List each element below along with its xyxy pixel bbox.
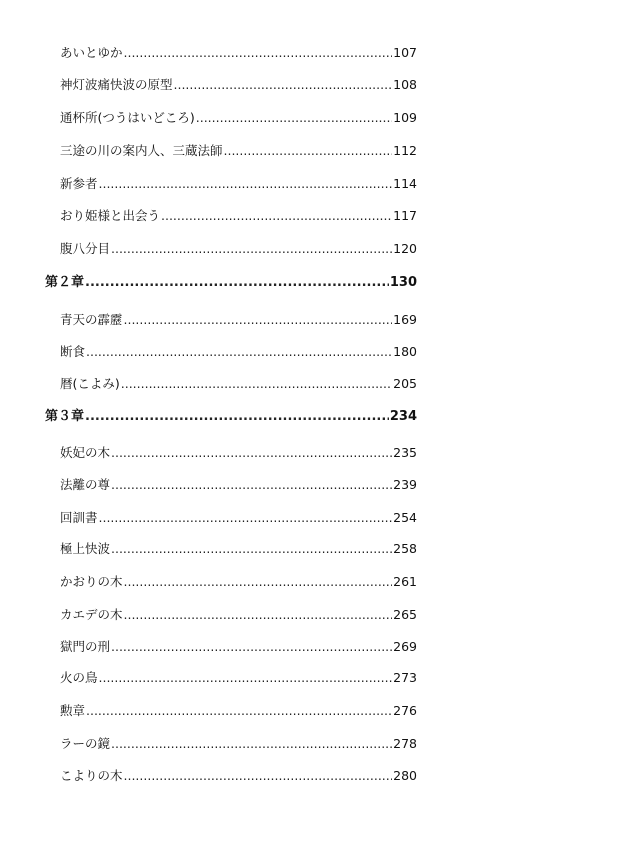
- dot-leader: [196, 110, 392, 126]
- dot-leader: [224, 143, 393, 159]
- entry-title: 腹八分目: [60, 241, 111, 256]
- page-number: 120: [393, 241, 417, 256]
- entry-title: こよりの木: [60, 768, 123, 783]
- page-number: 239: [393, 477, 417, 492]
- toc-entry-row: [60, 77, 417, 93]
- entry-title: 新参者: [60, 176, 98, 191]
- toc-entry-row: [60, 703, 417, 719]
- page-number: 269: [393, 639, 417, 654]
- page-number: 112: [393, 143, 417, 158]
- entry-title: 断食: [60, 344, 86, 359]
- toc-entry-row: [60, 241, 417, 257]
- entry-title: 法離の尊: [60, 477, 111, 492]
- toc-entry-row: [60, 768, 417, 784]
- entry-title: 獄門の刑: [60, 639, 111, 654]
- dot-leader: [124, 607, 393, 623]
- page-number: 108: [393, 77, 417, 92]
- toc-entry-row: [60, 445, 417, 461]
- dot-leader: [124, 574, 393, 590]
- toc-entry-row: [60, 376, 417, 392]
- dot-leader: [174, 77, 393, 93]
- toc-entry-row: [60, 607, 417, 623]
- toc-entry-row: [60, 176, 417, 192]
- entry-title: かおりの木: [60, 574, 123, 589]
- dot-leader: [111, 541, 392, 557]
- toc-entry-row: [60, 477, 417, 493]
- dot-leader: [99, 510, 393, 526]
- page-number: 265: [393, 607, 417, 622]
- dot-leader: [86, 344, 392, 360]
- page-number: 169: [393, 312, 417, 327]
- page-number: 109: [393, 110, 417, 125]
- toc-entry-row: [60, 143, 417, 159]
- dot-leader: [121, 376, 392, 392]
- dot-leader: [124, 45, 393, 61]
- toc-entry-row: [60, 639, 417, 655]
- toc-entry-row: [60, 670, 417, 686]
- toc-entry-row: [60, 344, 417, 360]
- page-number: 130: [389, 275, 417, 290]
- toc-entry-row: [60, 510, 417, 526]
- page-number: 280: [393, 768, 417, 783]
- chapter-heading-row: [45, 409, 417, 425]
- dot-leader: [111, 445, 392, 461]
- dot-leader: [99, 176, 393, 192]
- page-number: 107: [393, 45, 417, 60]
- dot-leader: [111, 477, 392, 493]
- entry-title: おり姫様と出会う: [60, 208, 161, 223]
- page-number: 261: [393, 574, 417, 589]
- entry-title: カエデの木: [60, 607, 123, 622]
- page-number: 235: [393, 445, 417, 460]
- chapter-title: 第２章: [45, 275, 85, 290]
- dot-leader: [161, 208, 392, 224]
- toc-entry-row: [60, 45, 417, 61]
- page-number: 234: [389, 409, 417, 424]
- page-number: 276: [393, 703, 417, 718]
- page-number: 254: [393, 510, 417, 525]
- toc-entry-row: [60, 574, 417, 590]
- toc-entry-row: [60, 736, 417, 752]
- dot-leader: [99, 670, 393, 686]
- dot-leader: [111, 241, 392, 257]
- entry-title: 神灯波痛快波の原型: [60, 77, 173, 92]
- dot-leader: [124, 312, 393, 328]
- entry-title: 青天の霹靂: [60, 312, 123, 327]
- page-number: 180: [393, 344, 417, 359]
- chapter-title: 第３章: [45, 409, 85, 424]
- entry-title: あいとゆか: [60, 45, 123, 60]
- dot-leader: [86, 703, 392, 719]
- dot-leader: [124, 768, 393, 784]
- entry-title: ラーの鏡: [60, 736, 111, 751]
- entry-title: 極上快波: [60, 541, 111, 556]
- dot-leader: [111, 736, 392, 752]
- entry-title: 三途の川の案内人、三蔵法師: [60, 143, 223, 158]
- page-number: 205: [393, 376, 417, 391]
- entry-title: 通杯所(つうはいどころ): [60, 110, 195, 125]
- entry-title: 勲章: [60, 703, 86, 718]
- chapter-heading-row: [45, 275, 417, 291]
- page-number: 278: [393, 736, 417, 751]
- page-number: 258: [393, 541, 417, 556]
- entry-title: 妖妃の木: [60, 445, 111, 460]
- toc-entry-row: [60, 541, 417, 557]
- entry-title: 回訓書: [60, 510, 98, 525]
- dot-leader: [85, 275, 389, 291]
- entry-title: 暦(こよみ): [60, 376, 120, 391]
- toc-entry-row: [60, 208, 417, 224]
- page-number: 114: [393, 176, 417, 191]
- page-number: 273: [393, 670, 417, 685]
- dot-leader: [111, 639, 392, 655]
- entry-title: 火の鳥: [60, 670, 98, 685]
- toc-entry-row: [60, 110, 417, 126]
- page-number: 117: [393, 208, 417, 223]
- dot-leader: [85, 409, 389, 425]
- toc-entry-row: [60, 312, 417, 328]
